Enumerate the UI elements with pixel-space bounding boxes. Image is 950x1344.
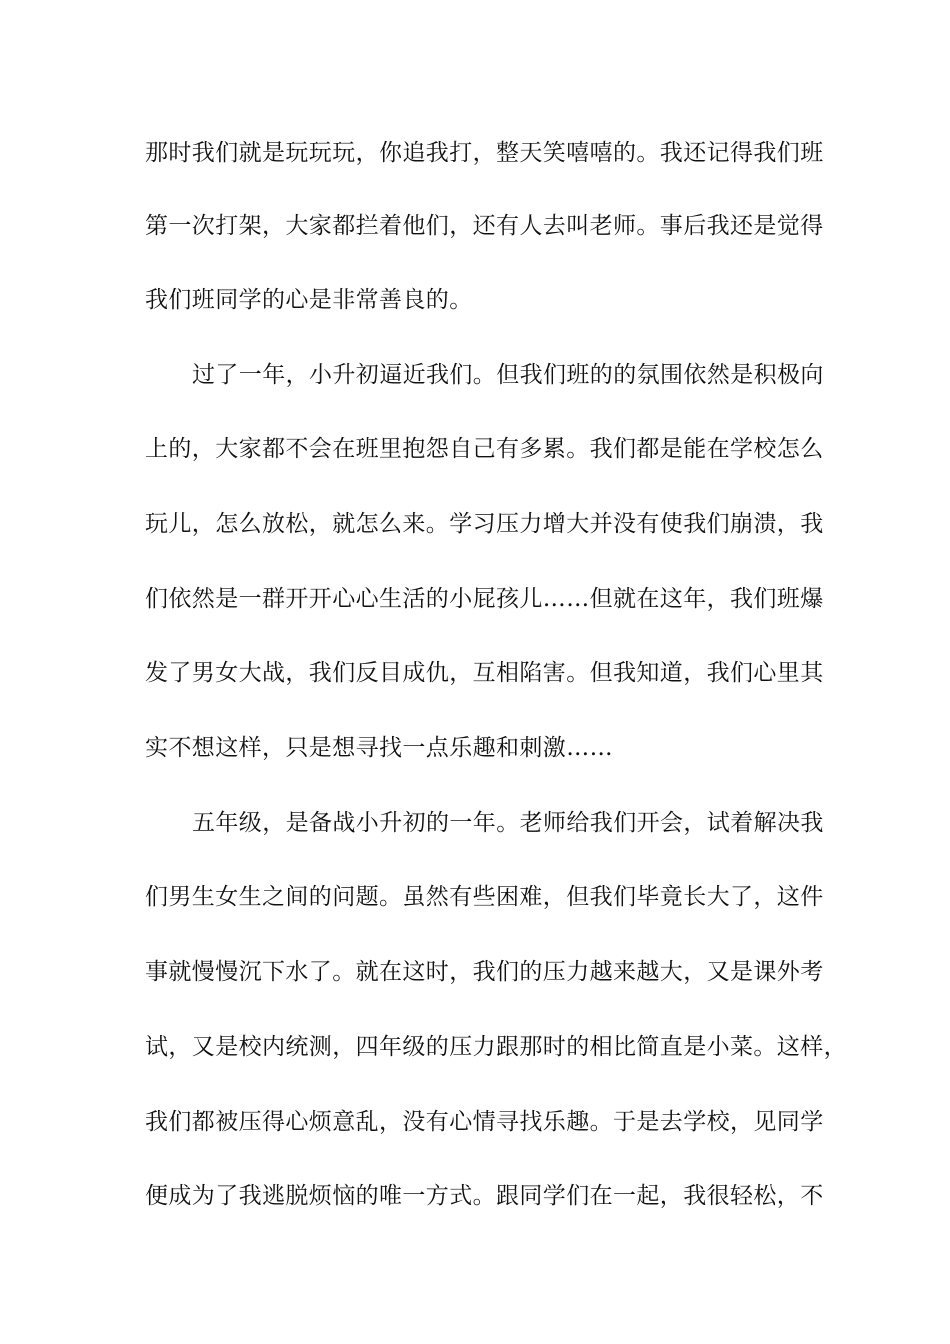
text-line: 实不想这样，只是想寻找一点乐趣和刺激…… <box>145 735 613 761</box>
paragraph-first-line: 过了一年，小升初逼近我们。但我们班的的氛围依然是积极向 <box>192 362 824 388</box>
paragraph-first-line: 五年级，是备战小升初的一年。老师给我们开会，试着解决我 <box>192 810 824 836</box>
text-line: 我们都被压得心烦意乱，没有心情寻找乐趣。于是去学校，见同学 <box>145 1109 824 1135</box>
text-line: 发了男女大战，我们反目成仇，互相陷害。但我知道，我们心里其 <box>145 660 824 686</box>
text-line: 们依然是一群开开心心生活的小屁孩儿……但就在这年，我们班爆 <box>145 586 824 612</box>
text-line: 便成为了我逃脱烦恼的唯一方式。跟同学们在一起，我很轻松，不 <box>145 1183 824 1209</box>
text-line: 那时我们就是玩玩玩，你追我打，整天笑嘻嘻的。我还记得我们班 <box>145 140 824 166</box>
text-line: 我们班同学的心是非常善良的。 <box>145 287 473 313</box>
text-line: 们男生女生之间的问题。虽然有些困难，但我们毕竟长大了，这件 <box>145 884 824 910</box>
text-line: 第一次打架，大家都拦着他们，还有人去叫老师。事后我还是觉得 <box>145 213 824 239</box>
text-line: 上的，大家都不会在班里抱怨自己有多累。我们都是能在学校怎么 <box>145 436 824 462</box>
text-line: 玩儿，怎么放松，就怎么来。学习压力增大并没有使我们崩溃，我 <box>145 511 824 537</box>
text-line: 试，又是校内统测，四年级的压力跟那时的相比简直是小菜。这样， <box>145 1034 847 1060</box>
text-line: 事就慢慢沉下水了。就在这时，我们的压力越来越大，又是课外考 <box>145 959 824 985</box>
